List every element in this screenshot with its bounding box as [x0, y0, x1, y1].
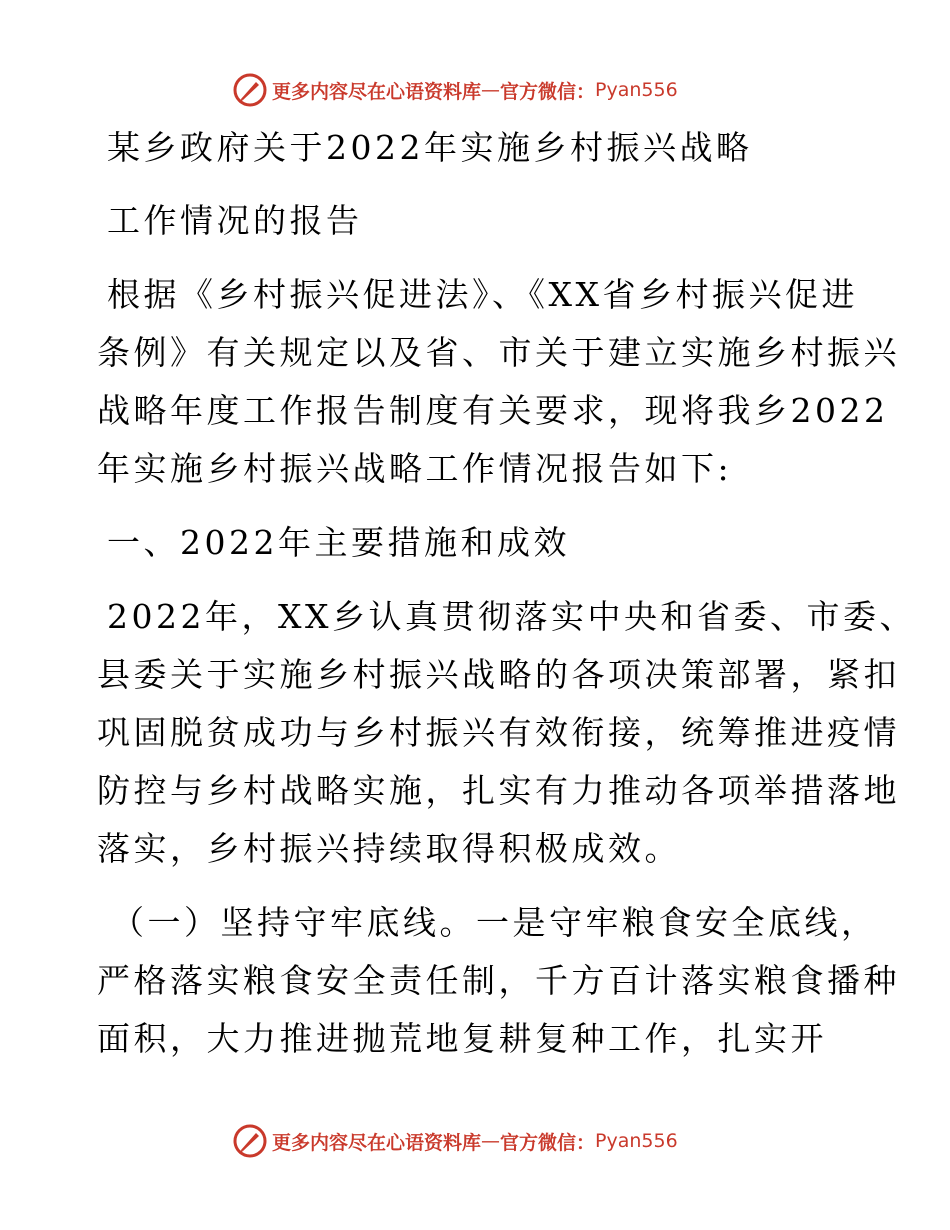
- intro-line-3: 战略年度工作报告制度有关要求，现将我乡2022: [97, 391, 889, 430]
- watermark-dash: —: [481, 1130, 501, 1152]
- watermark-contact-label: 官方微信：: [500, 80, 596, 103]
- subsection-1-line-3: 面积，大力推进抛荒地复耕复种工作，扎实开: [97, 1019, 827, 1058]
- section-1-line-5: 落实，乡村振兴持续取得积极成效。: [97, 829, 681, 868]
- header-watermark: [232, 72, 678, 108]
- watermark-text: 更多内容尽在心语资料库: [272, 80, 482, 103]
- subsection-1-line-1: （一）坚持守牢底线。一是守牢粮食安全底线，: [111, 903, 878, 942]
- section-1-line-1: 2022年，XX乡认真贯彻落实中央和省委、市委、: [107, 597, 916, 636]
- watermark-contact-id: Pyan556: [595, 1130, 678, 1152]
- quill-pen-circle-icon: [232, 72, 268, 108]
- intro-line-4: 年实施乡村振兴战略工作情况报告如下:: [97, 449, 733, 488]
- intro-line-1: 根据《乡村振兴促进法》、《XX省乡村振兴促进: [107, 275, 858, 314]
- footer-watermark: [232, 1123, 678, 1159]
- intro-line-2: 条例》有关规定以及省、市关于建立实施乡村振兴: [97, 333, 900, 372]
- section-1-line-4: 防控与乡村战略实施，扎实有力推动各项举措落地: [97, 771, 900, 810]
- quill-pen-circle-icon: [232, 1123, 268, 1159]
- section-1-heading: 一、2022年主要措施和成效: [107, 523, 570, 562]
- document-title-line-2: 工作情况的报告: [107, 201, 363, 240]
- section-1-line-2: 县委关于实施乡村振兴战略的各项决策部署，紧扣: [97, 655, 900, 694]
- watermark-text: 更多内容尽在心语资料库: [272, 1131, 482, 1154]
- watermark-contact-id: Pyan556: [595, 79, 678, 101]
- watermark-contact-label: 官方微信：: [500, 1131, 596, 1154]
- document-title-line-1: 某乡政府关于2022年实施乡村振兴战略: [107, 128, 753, 167]
- section-1-line-3: 巩固脱贫成功与乡村振兴有效衔接，统筹推进疫情: [97, 713, 900, 752]
- watermark-dash: —: [481, 79, 501, 101]
- subsection-1-line-2: 严格落实粮食安全责任制，千方百计落实粮食播种: [97, 961, 900, 1000]
